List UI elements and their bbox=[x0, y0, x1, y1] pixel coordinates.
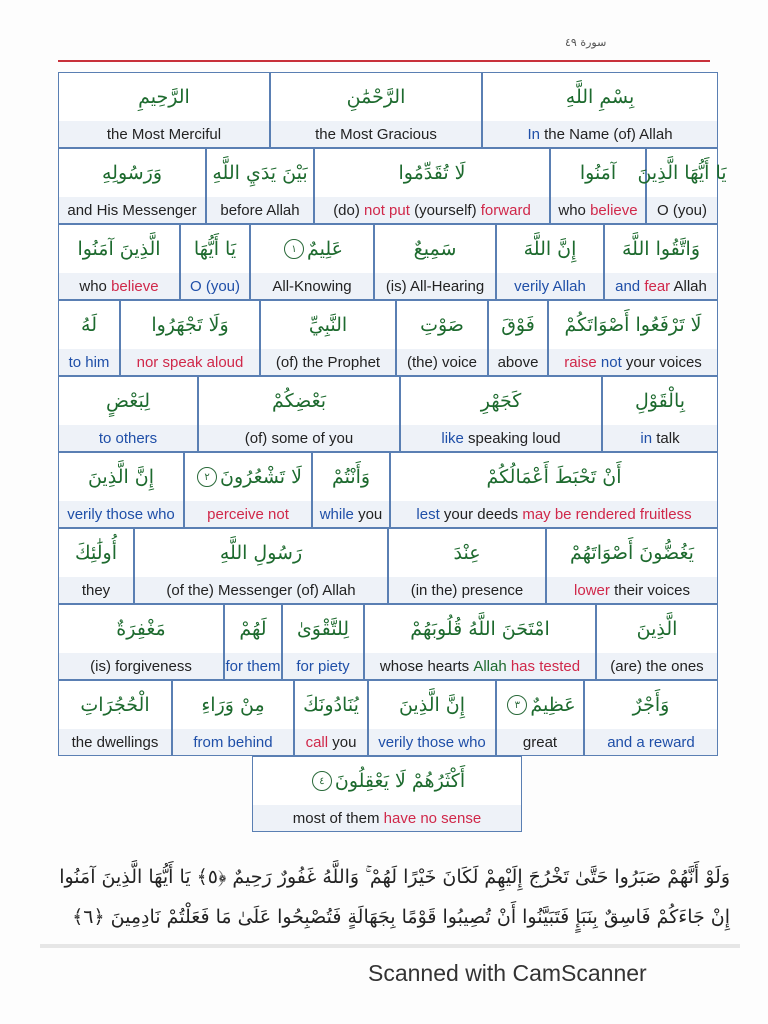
arabic-word bbox=[375, 225, 495, 273]
arabic-text: لِبَعْضٍ bbox=[106, 390, 150, 412]
meaning-segment: verily those who bbox=[378, 733, 486, 751]
arabic-text: وَأَجْرٌ bbox=[632, 694, 670, 716]
arabic-text: الَّذِينَ bbox=[636, 618, 678, 640]
arabic-text: يَا أَيُّهَا bbox=[193, 238, 237, 260]
arabic-text: سَمِيعٌ bbox=[413, 238, 457, 260]
meaning-segment: nor speak aloud bbox=[136, 353, 244, 371]
meaning-segment: they bbox=[81, 581, 111, 599]
meaning-segment: not put bbox=[364, 201, 410, 219]
arabic-word bbox=[389, 529, 545, 577]
arabic-word bbox=[185, 453, 311, 501]
meaning-segment: the Name (of) Allah bbox=[544, 125, 673, 143]
arabic-word bbox=[173, 681, 293, 729]
meaning-segment: speaking loud bbox=[463, 429, 561, 447]
arabic-text: بِالْقَوْلِ bbox=[634, 390, 686, 412]
arabic-text: وَرَسُولِهِ bbox=[101, 162, 163, 184]
word-cell bbox=[58, 528, 134, 604]
english-meaning bbox=[59, 121, 269, 147]
english-meaning bbox=[59, 273, 179, 299]
arabic-text: بِسْمِ اللَّهِ bbox=[565, 86, 635, 108]
arabic-text: صَوْتِ bbox=[420, 314, 464, 336]
arabic-text: لَهُمْ bbox=[239, 618, 267, 640]
arabic-word bbox=[251, 225, 373, 273]
arabic-word bbox=[59, 681, 171, 729]
arabic-text: لَا تُقَدِّمُوا bbox=[398, 162, 466, 184]
arabic-text: يُنَادُونَكَ bbox=[303, 694, 359, 716]
arabic-word bbox=[59, 73, 269, 121]
arabic-text: أَنْ تَحْبَطَ أَعْمَالُكُمْ bbox=[486, 466, 622, 488]
english-meaning bbox=[489, 349, 547, 375]
english-meaning bbox=[603, 425, 717, 451]
arabic-text: الَّذِينَ آمَنُوا bbox=[77, 238, 161, 260]
word-cell bbox=[496, 224, 604, 300]
english-meaning bbox=[547, 577, 717, 603]
scan-edge bbox=[40, 944, 740, 948]
word-cell bbox=[58, 452, 184, 528]
meaning-segment: may be rendered fruitless bbox=[522, 505, 692, 523]
meaning-segment: (is) forgiveness bbox=[90, 657, 192, 675]
english-meaning bbox=[59, 729, 171, 755]
english-meaning bbox=[375, 273, 495, 299]
word-cell bbox=[134, 528, 388, 604]
arabic-word bbox=[59, 149, 205, 197]
arabic-text: وَأَنْتُمْ bbox=[331, 466, 371, 488]
arabic-text: عَظِيمٌ bbox=[530, 694, 576, 716]
arabic-word bbox=[59, 377, 197, 425]
english-meaning bbox=[551, 197, 645, 223]
meaning-segment: O (you) bbox=[189, 277, 240, 295]
arabic-word bbox=[551, 149, 645, 197]
meaning-segment: the Most Gracious bbox=[315, 125, 437, 143]
arabic-text: فَوْقَ bbox=[501, 314, 535, 336]
word-cell bbox=[250, 224, 374, 300]
arabic-word bbox=[181, 225, 249, 273]
arabic-text: الْحُجُرَاتِ bbox=[80, 694, 150, 716]
meaning-segment: you bbox=[353, 505, 383, 523]
meaning-segment: (is) All-Hearing bbox=[385, 277, 485, 295]
meaning-segment: before Allah bbox=[220, 201, 300, 219]
arabic-text: يَا أَيُّهَا الَّذِينَ bbox=[637, 162, 727, 184]
word-cell bbox=[58, 224, 180, 300]
arabic-word bbox=[313, 453, 389, 501]
english-meaning bbox=[225, 653, 281, 679]
meaning-segment: perceive not bbox=[207, 505, 289, 523]
arabic-text: أُولَٰئِكَ bbox=[75, 542, 117, 564]
arabic-word bbox=[283, 605, 363, 653]
meaning-segment: lest bbox=[416, 505, 440, 523]
english-meaning bbox=[397, 349, 487, 375]
meaning-segment: Allah bbox=[473, 657, 507, 675]
english-meaning bbox=[59, 577, 133, 603]
word-cell bbox=[294, 680, 368, 756]
english-meaning bbox=[497, 273, 603, 299]
meaning-segment: to him bbox=[68, 353, 110, 371]
meaning-segment: has tested bbox=[506, 657, 581, 675]
arabic-text: آمَنُوا bbox=[579, 162, 617, 184]
arabic-text: النَّبِيِّ bbox=[308, 314, 348, 336]
arabic-word bbox=[315, 149, 549, 197]
english-meaning bbox=[199, 425, 399, 451]
meaning-segment: not bbox=[596, 353, 622, 371]
arabic-word bbox=[489, 301, 547, 349]
meaning-segment: (in the) presence bbox=[410, 581, 524, 599]
word-cell bbox=[206, 148, 314, 224]
arabic-word bbox=[483, 73, 717, 121]
word-cell bbox=[58, 680, 172, 756]
meaning-segment: who bbox=[558, 201, 591, 219]
arabic-text: بَعْضِكُمْ bbox=[271, 390, 327, 412]
word-cell bbox=[58, 300, 120, 376]
word-cell bbox=[252, 756, 522, 832]
meaning-segment: In bbox=[527, 125, 545, 143]
verse-number-marker: ٣ bbox=[507, 695, 527, 715]
english-meaning bbox=[389, 577, 545, 603]
word-cell bbox=[482, 72, 718, 148]
bottom-arabic-line-2: إِنْ جَاءَكُمْ فَاسِقٌ بِنَبَإٍ فَتَبَيَّنُوا أَنْ تُصِيبُوا قَوْمًا بِجَهَالَةٍ فَتُصْبِحُوا عَلَىٰ مَا فَعَلْتُمْ نَادِمِينَ ﴿٦﴾ bbox=[72, 906, 730, 928]
meaning-segment: talk bbox=[652, 429, 680, 447]
english-meaning bbox=[59, 653, 223, 679]
meaning-segment: whose hearts bbox=[379, 657, 474, 675]
arabic-word bbox=[199, 377, 399, 425]
arabic-text: إِنَّ الَّذِينَ bbox=[398, 694, 466, 716]
english-meaning bbox=[365, 653, 595, 679]
surah-header-mark: سورة ٤٩ bbox=[565, 36, 607, 49]
meaning-segment: (do) bbox=[333, 201, 365, 219]
arabic-word bbox=[225, 605, 281, 653]
english-meaning bbox=[549, 349, 717, 375]
word-cell bbox=[604, 224, 718, 300]
meaning-segment: like bbox=[441, 429, 464, 447]
english-meaning bbox=[135, 577, 387, 603]
english-meaning bbox=[59, 501, 183, 527]
word-cell bbox=[282, 604, 364, 680]
meaning-segment: your voices bbox=[621, 353, 702, 371]
arabic-word bbox=[369, 681, 495, 729]
meaning-segment: and bbox=[615, 277, 645, 295]
english-meaning bbox=[369, 729, 495, 755]
word-cell bbox=[546, 528, 718, 604]
word-cell bbox=[184, 452, 312, 528]
header-rule bbox=[58, 60, 710, 62]
word-cell bbox=[224, 604, 282, 680]
arabic-text: الرَّحْمَٰنِ bbox=[346, 86, 406, 108]
arabic-word bbox=[401, 377, 601, 425]
arabic-word bbox=[59, 529, 133, 577]
english-meaning bbox=[295, 729, 367, 755]
arabic-word bbox=[637, 149, 727, 197]
meaning-segment: (are) the ones bbox=[610, 657, 704, 675]
english-meaning bbox=[251, 273, 373, 299]
arabic-text: بَيْنَ يَدَيِ اللَّهِ bbox=[212, 162, 308, 184]
meaning-segment: (the) voice bbox=[406, 353, 478, 371]
meaning-segment: the dwellings bbox=[71, 733, 159, 751]
arabic-text: عَلِيمٌ bbox=[307, 238, 344, 260]
arabic-word bbox=[547, 529, 717, 577]
word-cell bbox=[314, 148, 550, 224]
english-meaning bbox=[585, 729, 717, 755]
arabic-word bbox=[497, 681, 583, 729]
word-cell bbox=[374, 224, 496, 300]
english-meaning bbox=[647, 197, 717, 223]
arabic-text: لِلتَّقْوَىٰ bbox=[296, 618, 350, 640]
english-meaning bbox=[207, 197, 313, 223]
meaning-segment: fear bbox=[644, 277, 671, 295]
meaning-segment: raise bbox=[564, 353, 597, 371]
meaning-segment: and His Messenger bbox=[67, 201, 197, 219]
arabic-text: كَجَهْرِ bbox=[480, 390, 522, 412]
word-cell bbox=[602, 376, 718, 452]
arabic-word bbox=[59, 225, 179, 273]
bottom-arabic-line-1: وَلَوْ أَنَّهُمْ صَبَرُوا حَتَّىٰ تَخْرُجَ إِلَيْهِمْ لَكَانَ خَيْرًا لَهُمْ ۚ وَاللَّهُ غَفُورٌ رَحِيمٌ ﴿٥﴾ يَا أَيُّهَا الَّذِينَ آمَنُوا bbox=[59, 866, 730, 888]
meaning-segment: for them bbox=[225, 657, 281, 675]
word-cell bbox=[172, 680, 294, 756]
english-meaning bbox=[497, 729, 583, 755]
arabic-text: يَغُضُّونَ أَصْوَاتَهُمْ bbox=[570, 542, 694, 564]
arabic-text: مَغْفِرَةٌ bbox=[116, 618, 166, 640]
arabic-word bbox=[207, 149, 313, 197]
meaning-segment: to others bbox=[98, 429, 158, 447]
english-meaning bbox=[173, 729, 293, 755]
word-cell bbox=[260, 300, 396, 376]
english-meaning bbox=[283, 653, 363, 679]
word-cell bbox=[120, 300, 260, 376]
arabic-text: إِنَّ الَّذِينَ bbox=[87, 466, 155, 488]
meaning-segment: the Most Merciful bbox=[106, 125, 222, 143]
meaning-segment: lower bbox=[574, 581, 610, 599]
arabic-word bbox=[253, 757, 521, 805]
word-cell bbox=[364, 604, 596, 680]
meaning-segment: above bbox=[497, 353, 539, 371]
meaning-segment: verily those who bbox=[67, 505, 175, 523]
meaning-segment: while bbox=[319, 505, 354, 523]
word-cell bbox=[390, 452, 718, 528]
english-meaning bbox=[59, 425, 197, 451]
word-cell bbox=[396, 300, 488, 376]
meaning-segment: O (you) bbox=[656, 201, 707, 219]
arabic-word bbox=[121, 301, 259, 349]
meaning-segment: you bbox=[328, 733, 357, 751]
english-meaning bbox=[59, 197, 205, 223]
meaning-segment: have no sense bbox=[383, 809, 482, 827]
arabic-word bbox=[59, 453, 183, 501]
meaning-segment: your deeds bbox=[439, 505, 523, 523]
arabic-text: رَسُولِ اللَّهِ bbox=[219, 542, 303, 564]
word-cell bbox=[58, 148, 206, 224]
arabic-word bbox=[391, 453, 717, 501]
arabic-text: لَا تَشْعُرُونَ bbox=[220, 466, 302, 488]
meaning-segment: believe bbox=[111, 277, 159, 295]
english-meaning bbox=[271, 121, 481, 147]
meaning-segment: (yourself) bbox=[409, 201, 481, 219]
meaning-segment: call bbox=[305, 733, 329, 751]
arabic-word bbox=[295, 681, 367, 729]
meaning-segment: from behind bbox=[193, 733, 273, 751]
word-cell bbox=[548, 300, 718, 376]
arabic-text: وَلَا تَجْهَرُوا bbox=[151, 314, 229, 336]
arabic-text: وَاتَّقُوا اللَّهَ bbox=[621, 238, 701, 260]
word-cell bbox=[488, 300, 548, 376]
meaning-segment: and a reward bbox=[607, 733, 695, 751]
english-meaning bbox=[597, 653, 717, 679]
arabic-text: مِنْ وَرَاءِ bbox=[201, 694, 265, 716]
word-cell bbox=[368, 680, 496, 756]
arabic-text: الرَّحِيمِ bbox=[138, 86, 190, 108]
english-meaning bbox=[181, 273, 249, 299]
word-cell bbox=[58, 376, 198, 452]
meaning-segment: their voices bbox=[609, 581, 690, 599]
verse-number-marker: ٢ bbox=[197, 467, 217, 487]
word-cell bbox=[58, 72, 270, 148]
arabic-word bbox=[59, 301, 119, 349]
english-meaning bbox=[391, 501, 717, 527]
meaning-segment: who bbox=[79, 277, 112, 295]
word-cell bbox=[312, 452, 390, 528]
arabic-word bbox=[597, 605, 717, 653]
meaning-segment: great bbox=[522, 733, 558, 751]
meaning-segment: forward bbox=[480, 201, 531, 219]
word-cell bbox=[180, 224, 250, 300]
word-cell bbox=[198, 376, 400, 452]
meaning-segment: (of the) Messenger (of) Allah bbox=[166, 581, 356, 599]
word-cell bbox=[637, 148, 727, 224]
meaning-segment: for piety bbox=[296, 657, 350, 675]
meaning-segment: believe bbox=[590, 201, 638, 219]
word-cell bbox=[270, 72, 482, 148]
arabic-word bbox=[397, 301, 487, 349]
english-meaning bbox=[261, 349, 395, 375]
word-cell bbox=[596, 604, 718, 680]
arabic-word bbox=[261, 301, 395, 349]
arabic-word bbox=[549, 301, 717, 349]
camscanner-watermark: Scanned with CamScanner bbox=[368, 960, 647, 986]
meaning-segment: in bbox=[640, 429, 653, 447]
english-meaning bbox=[483, 121, 717, 147]
meaning-segment: All-Knowing bbox=[272, 277, 352, 295]
meaning-segment: most of them bbox=[292, 809, 384, 827]
meaning-segment: (of) some of you bbox=[244, 429, 354, 447]
english-meaning bbox=[605, 273, 717, 299]
verse-number-marker: ٤ bbox=[312, 771, 332, 791]
arabic-word bbox=[605, 225, 717, 273]
english-meaning bbox=[315, 197, 549, 223]
word-cell bbox=[388, 528, 546, 604]
english-meaning bbox=[59, 349, 119, 375]
arabic-word bbox=[135, 529, 387, 577]
arabic-word bbox=[497, 225, 603, 273]
arabic-word bbox=[59, 605, 223, 653]
english-meaning bbox=[401, 425, 601, 451]
arabic-text: امْتَحَنَ اللَّهُ قُلُوبَهُمْ bbox=[410, 618, 550, 640]
arabic-text: لَا تَرْفَعُوا أَصْوَاتَكُمْ bbox=[564, 314, 702, 336]
meaning-segment: verily Allah bbox=[514, 277, 586, 295]
word-cell bbox=[58, 604, 224, 680]
arabic-word bbox=[365, 605, 595, 653]
arabic-text: عِنْدَ bbox=[453, 542, 481, 564]
arabic-text: أَكْثَرُهُمْ لَا يَعْقِلُونَ bbox=[334, 770, 466, 792]
arabic-word bbox=[585, 681, 717, 729]
word-cell bbox=[550, 148, 646, 224]
english-meaning bbox=[313, 501, 389, 527]
verse-number-marker: ١ bbox=[284, 239, 304, 259]
arabic-text: إِنَّ اللَّهَ bbox=[523, 238, 577, 260]
english-meaning bbox=[253, 805, 521, 831]
english-meaning bbox=[121, 349, 259, 375]
arabic-text: لَهُ bbox=[81, 314, 97, 336]
word-cell bbox=[496, 680, 584, 756]
word-cell bbox=[584, 680, 718, 756]
english-meaning bbox=[185, 501, 311, 527]
meaning-segment: (of) the Prophet bbox=[275, 353, 381, 371]
arabic-word bbox=[271, 73, 481, 121]
word-cell bbox=[400, 376, 602, 452]
meaning-segment: Allah bbox=[670, 277, 707, 295]
arabic-word bbox=[603, 377, 717, 425]
